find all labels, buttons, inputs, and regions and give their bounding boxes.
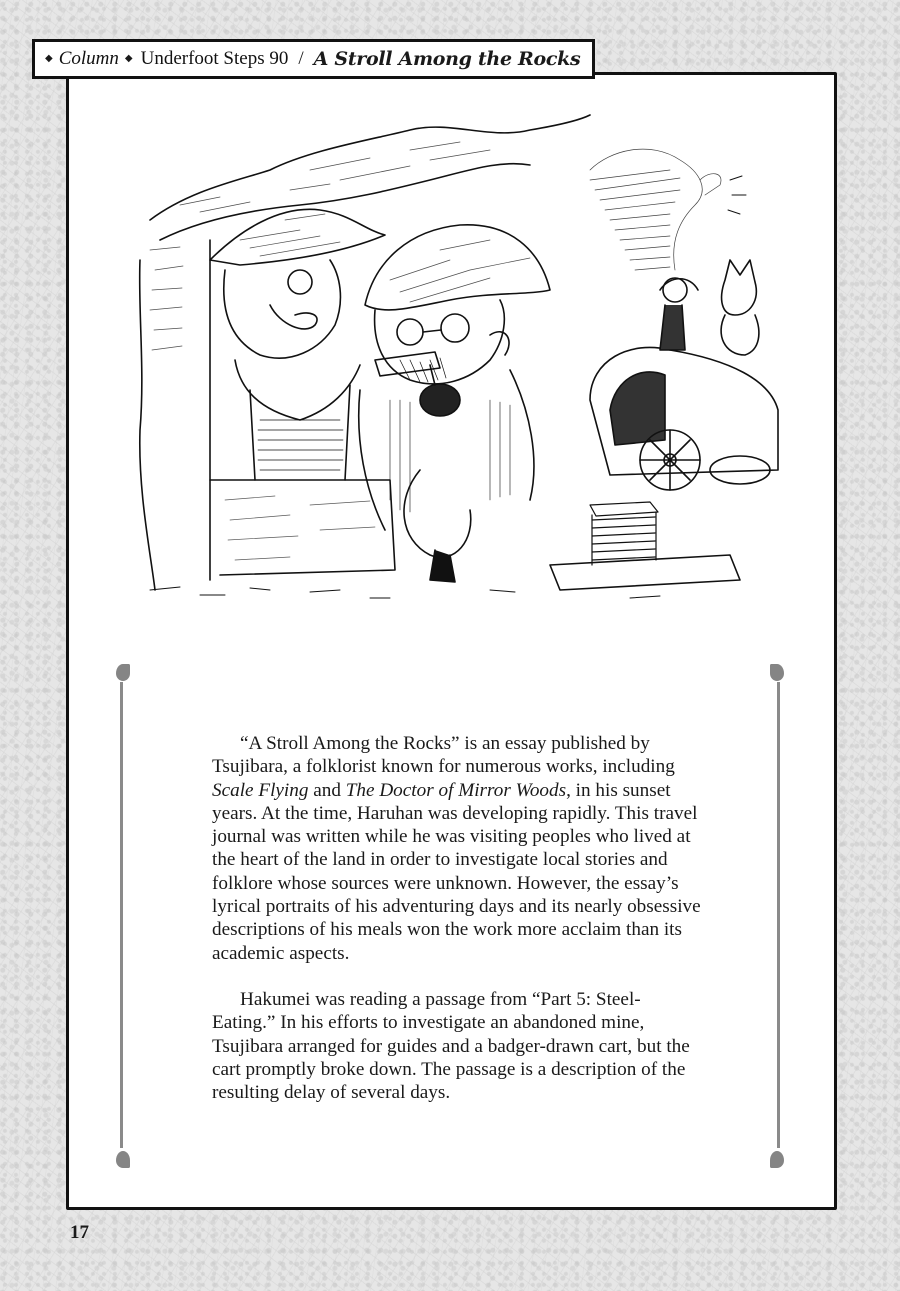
title-separator: / bbox=[298, 48, 304, 69]
teardrop-ornament-icon bbox=[770, 664, 784, 681]
column-label: Column bbox=[58, 48, 119, 69]
ink-drawing-image bbox=[110, 110, 780, 610]
teardrop-ornament-icon bbox=[770, 1151, 784, 1168]
teardrop-ornament-icon bbox=[116, 664, 130, 681]
column-title: A Stroll Among the Rocks bbox=[313, 48, 581, 70]
teardrop-ornament-icon bbox=[116, 1151, 130, 1168]
paragraph-2 bbox=[212, 988, 702, 1104]
book-title-scale-flying: Scale Flying bbox=[212, 779, 309, 801]
page-number: 17 bbox=[70, 1222, 89, 1243]
right-bracket-line bbox=[777, 682, 780, 1148]
paragraph-1 bbox=[212, 732, 702, 965]
text-segment: , in his sunset years. At the time, Haruhan was developing rapidly. This travel journal was written while he was visiting peoples who lived at the heart of the land in order to investigate local stories and folklore whose sources were unknown. However, the essay’s lyrical portraits of his adventuring days and its nearly obsessive descriptions of his meals won the work more acclaim than its academic aspects. bbox=[212, 779, 701, 964]
text-segment: Hakumei was reading a passage from “Part 5: Steel-Eating.” In his efforts to investigate an abandoned mine, Tsujibara arranged for guides and a badger-drawn cart, but the cart promptly broke down. The passage is a description of the resulting delay of several days. bbox=[212, 988, 690, 1104]
bullet-ornament: ◆ bbox=[45, 52, 53, 64]
column-header bbox=[32, 39, 595, 79]
illustration bbox=[110, 110, 780, 610]
essay-body bbox=[212, 732, 702, 1104]
series-label: Underfoot Steps 90 bbox=[140, 48, 289, 69]
text-segment: and bbox=[308, 779, 346, 801]
bullet-ornament: ◆ bbox=[124, 52, 133, 64]
book-title-mirror-woods: The Doctor of Mirror Woods bbox=[345, 779, 567, 801]
text-segment: “A Stroll Among the Rocks” is an essay published by Tsujibara, a folklorist known for numerous works, including bbox=[212, 733, 675, 778]
left-bracket-line bbox=[120, 682, 123, 1148]
